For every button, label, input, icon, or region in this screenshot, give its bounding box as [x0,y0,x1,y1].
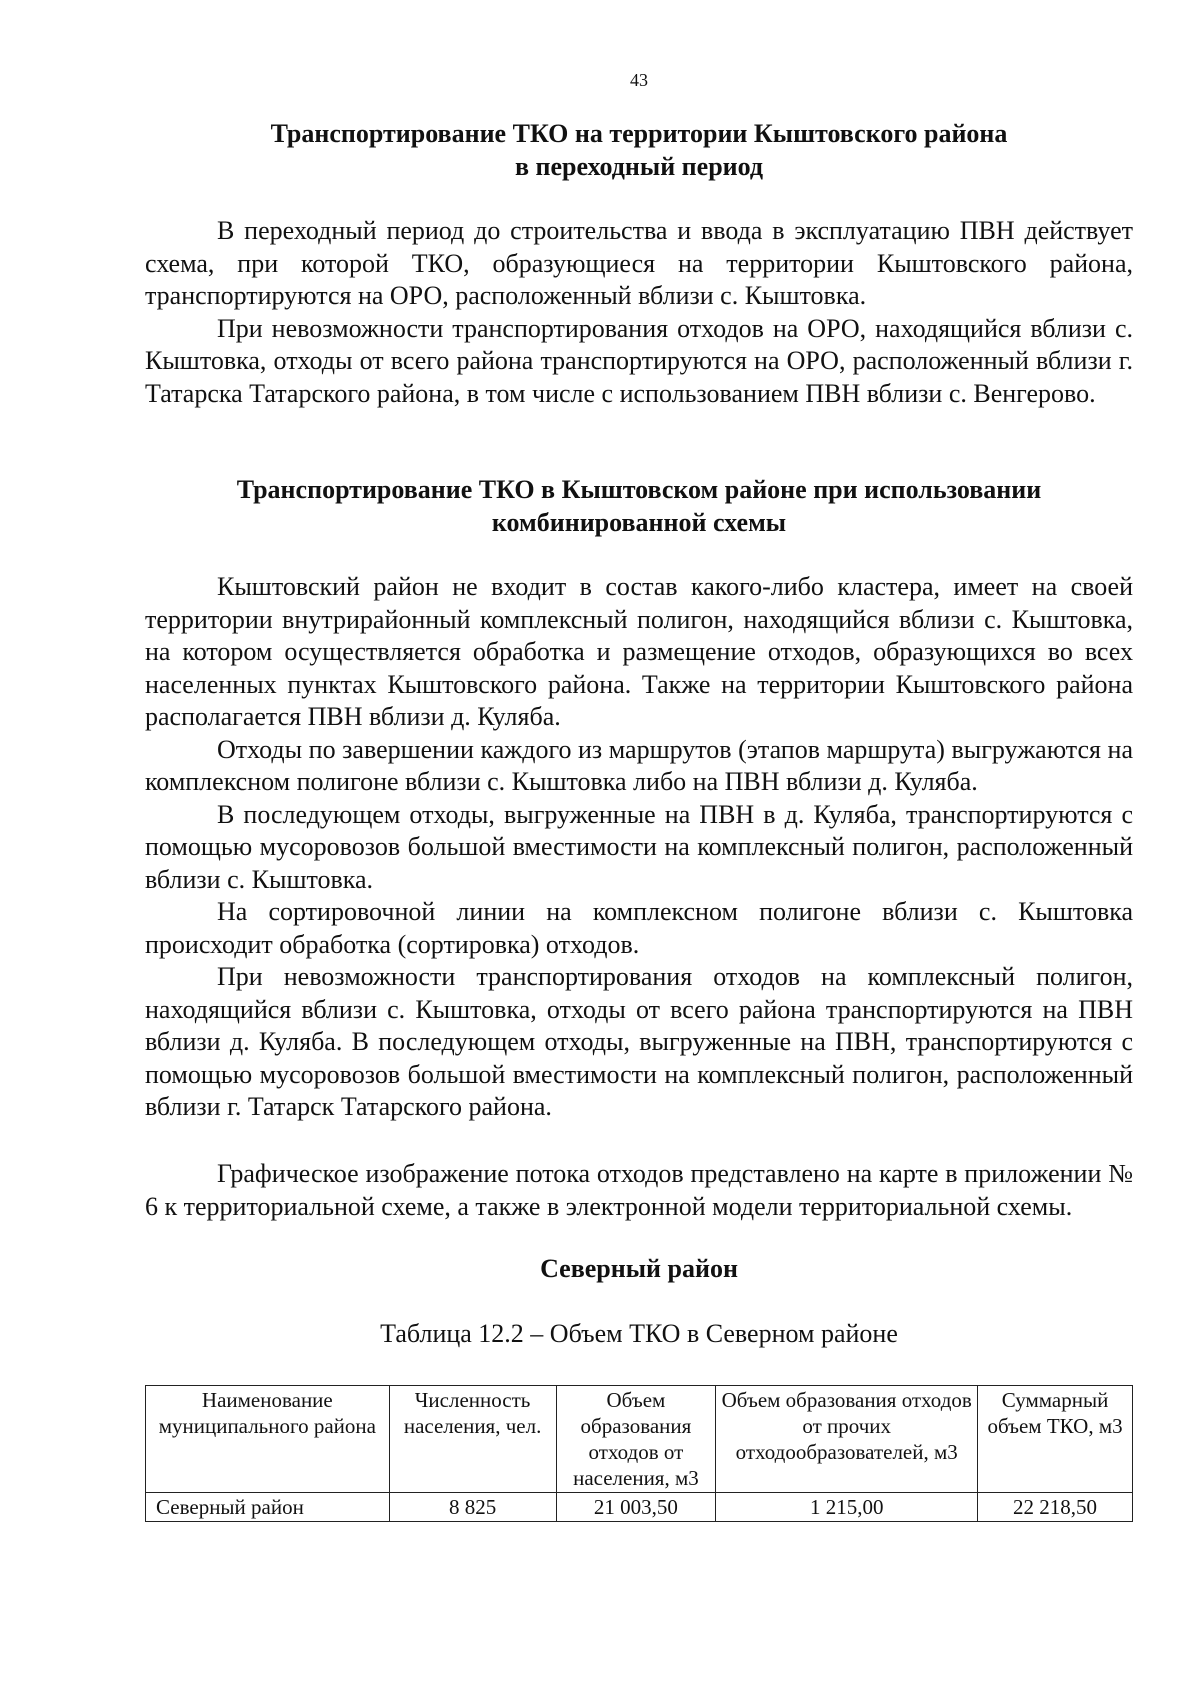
heading-line: Транспортирование ТКО в Кыштовском районе при использовании [236,475,1042,504]
section-heading-combined-scheme [145,473,1133,539]
column-header-total-tko: Суммарный объем ТКО, м3 [978,1386,1133,1493]
heading-line: в переходный период [514,152,764,181]
section-transition-period-body [145,215,1133,410]
table-cell: 21 003,50 [556,1493,716,1522]
table-cell: Северный район [146,1493,390,1522]
paragraph: Кыштовский район не входит в состав какого-либо кластера, имеет на своей территории внутрирайонный комплексный полигон, находящийся вблизи с. Кыштовка, на котором осуществляется обработка и размещение отходов, образующихся во всех населенных пунктах Кыштовского района. Также на территории Кыштовского района располагается ПВН вблизи д. Куляба. [145,572,1133,731]
paragraph: Графическое изображение потока отходов представлено на карте в приложении № 6 к территориальной схеме, а также в электронной модели территориальной схемы. [145,1159,1133,1221]
paragraph: Отходы по завершении каждого из маршрутов (этапов маршрута) выгружаются на комплексном полигоне вблизи с. Кыштовка либо на ПВН вблизи д. Куляба. [145,734,1133,796]
paragraph: При невозможности транспортирования отходов на ОРО, находящийся вблизи с. Кыштовка, отходы от всего района транспортируются на ОРО, расположенный вблизи г. Татарска Татарского района, в том числе с использованием ПВН вблизи с. Венгерово. [145,313,1133,408]
tko-volume-table [145,1385,1133,1522]
heading-line: комбинированной схемы [491,508,787,537]
column-header-population: Численность населения, чел. [389,1386,556,1493]
table-cell: 8 825 [389,1493,556,1522]
paragraph: На сортировочной линии на комплексном полигоне вблизи с. Кыштовка происходит обработка (сортировка) отходов. [145,897,1133,959]
table-cell: 1 215,00 [716,1493,978,1522]
section-heading-severny-district: Северный район [540,1254,738,1283]
paragraph: В переходный период до строительства и ввода в эксплуатацию ПВН действует схема, при которой ТКО, образующиеся на территории Кыштовского района, транспортируются на ОРО, расположенный вблизи с. Кыштовка. [145,216,1133,310]
column-header-other-waste: Объем образования отходов от прочих отходообразователей, м3 [716,1386,978,1493]
section-combined-scheme-body [145,571,1133,1124]
page-number: 43 [630,70,648,90]
table-caption: Таблица 12.2 – Объем ТКО в Северном районе [380,1319,898,1348]
paragraph: В последующем отходы, выгруженные на ПВН в д. Куляба, транспортируются с помощью мусоровозов большой вместимости на комплексный полигон, расположенный вблизи с. Кыштовка. [145,799,1133,894]
column-header-district: Наименование муниципального района [146,1386,390,1493]
section-graphic-reference [145,1158,1133,1223]
heading-line: Транспортирование ТКО на территории Кыштовского района [270,119,1008,148]
column-header-population-waste: Объем образования отходов от населения, м3 [556,1386,716,1493]
document-page [145,0,1133,1698]
paragraph: При невозможности транспортирования отходов на комплексный полигон, находящийся вблизи с. Кыштовка, отходы от всего района транспортируются на ПВН вблизи д. Куляба. В последующем отходы, выгруженные на ПВН, транспортируются с помощью мусоровозов большой вместимости на комплексный полигон, расположенный вблизи г. Татарск Татарского района. [145,962,1133,1121]
table-row [146,1493,1133,1522]
table-header-row [146,1386,1133,1493]
table-cell: 22 218,50 [978,1493,1133,1522]
section-heading-transition-period [145,117,1133,183]
